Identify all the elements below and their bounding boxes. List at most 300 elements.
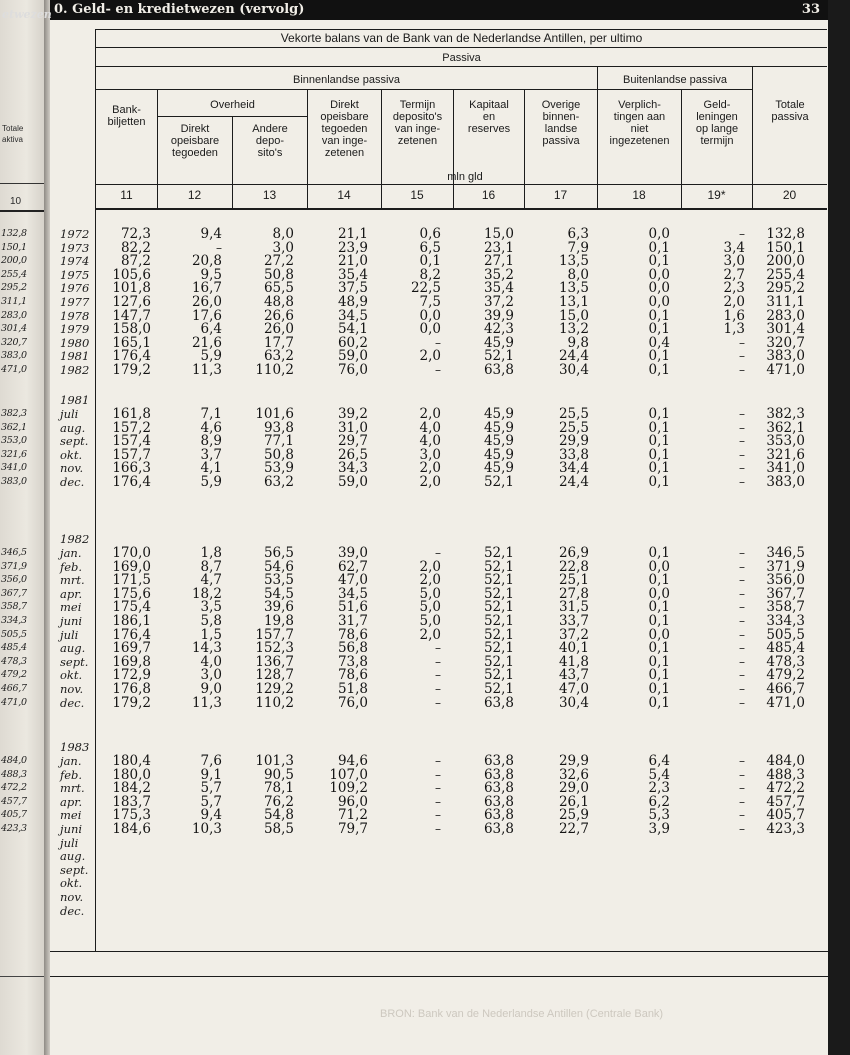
table-cell: – <box>739 447 745 462</box>
table-cell: 59,0 <box>337 474 368 490</box>
table-cell: – <box>739 546 745 560</box>
rule-section <box>95 89 752 90</box>
table-cell: 34,5 <box>337 585 368 602</box>
row-label: nov. <box>60 682 84 696</box>
row-label: aug. <box>60 849 86 864</box>
table-cell: 3,0 <box>200 667 222 684</box>
table-cell: 4,6 <box>200 419 222 436</box>
table-cell: 13,2 <box>558 321 589 338</box>
table-cell: 29,7 <box>337 433 368 450</box>
table-cell: 157,7 <box>255 626 294 643</box>
table-cell: 54,5 <box>263 585 294 602</box>
table-cell: 52,1 <box>483 348 514 365</box>
table-cell: 30,4 <box>558 362 589 378</box>
table-cell: 179,2 <box>112 362 151 378</box>
table-cell: – <box>435 781 441 796</box>
row-label: 1978 <box>60 308 90 323</box>
table-cell: 176,4 <box>112 474 151 490</box>
table-cell: 0,1 <box>648 348 670 365</box>
rule-unit <box>95 184 827 185</box>
column-number-14: 14 <box>337 188 351 202</box>
table-cell: 26,0 <box>191 294 222 310</box>
table-cell: 25,1 <box>558 572 589 589</box>
table-cell: 5,3 <box>648 807 670 824</box>
table-cell: 56,5 <box>263 545 294 561</box>
table-cell: – <box>435 363 441 377</box>
table-cell: 78,6 <box>337 667 368 684</box>
facing-total-value: 383,0 <box>1 476 27 487</box>
table-cell: 10,3 <box>191 821 222 837</box>
table-cell: 0,0 <box>648 626 670 643</box>
table-title: Vekorte balans van de Bank van de Nederlandse Antillen, per ultimo <box>280 31 643 45</box>
table-cell: 170,0 <box>112 545 151 561</box>
facing-total-value: 471,0 <box>1 696 27 708</box>
table-cell: 471,0 <box>766 362 805 378</box>
row-label: okt. <box>60 876 83 891</box>
facing-total-value: 320,7 <box>1 336 27 348</box>
table-cell: 0,1 <box>648 694 670 711</box>
table-cell: 2,0 <box>419 474 441 490</box>
table-cell: 358,7 <box>766 599 805 616</box>
table-cell: 9,5 <box>200 266 222 283</box>
table-cell: 2,0 <box>419 558 441 575</box>
table-cell: 25,9 <box>558 807 589 824</box>
table-cell: 353,0 <box>766 433 805 450</box>
table-cell: 0,0 <box>648 585 670 602</box>
row-label: 1977 <box>60 295 90 309</box>
table-cell: 169,7 <box>112 640 151 657</box>
block-year-label: 1983 <box>60 740 90 755</box>
page-number: 33 <box>801 2 820 17</box>
facing-total-value: 457,7 <box>1 795 27 807</box>
table-cell: 23,1 <box>483 239 514 256</box>
table-cell: 157,7 <box>112 446 151 463</box>
table-cell: 6,4 <box>200 321 222 338</box>
table-cell: 4,7 <box>200 572 222 589</box>
running-head-prefix: etwezen <box>2 8 52 21</box>
passiva-heading: Passiva <box>442 52 481 64</box>
table-cell: 52,1 <box>483 474 514 490</box>
table-cell: 63,8 <box>483 766 514 783</box>
facing-total-value: 334,3 <box>1 615 27 626</box>
rule-passiva <box>95 66 827 67</box>
table-cell: – <box>739 695 745 710</box>
table-cell: 5,7 <box>200 780 222 797</box>
table-cell: 51,8 <box>337 681 368 697</box>
table-cell: 31,0 <box>337 419 368 436</box>
table-cell: 127,6 <box>112 294 151 310</box>
table-cell: 150,1 <box>766 239 805 256</box>
table-cell: – <box>739 781 745 796</box>
table-cell: 1,3 <box>723 321 745 338</box>
table-cell: 0,1 <box>648 653 670 670</box>
table-cell: 0,1 <box>648 307 670 324</box>
table-cell: 6,2 <box>648 793 670 810</box>
table-cell: 6,4 <box>648 753 670 769</box>
table-cell: 72,3 <box>120 226 151 242</box>
row-label: nov. <box>60 461 84 476</box>
table-cell: 2,3 <box>723 280 745 297</box>
table-cell: 8,0 <box>567 266 589 283</box>
table-cell: 26,5 <box>337 446 368 463</box>
table-cell: 3,0 <box>272 239 294 256</box>
table-cell: 4,0 <box>419 419 441 436</box>
column-number-15: 15 <box>410 188 424 202</box>
facing-total-value: 371,9 <box>1 560 27 572</box>
facing-total-value: 423,3 <box>1 823 27 834</box>
facing-total-value: 301,4 <box>1 323 27 335</box>
table-cell: 2,0 <box>419 348 441 365</box>
table-cell: 52,1 <box>483 558 514 575</box>
table-cell: 2,0 <box>419 572 441 589</box>
table-cell: 15,0 <box>483 226 514 242</box>
table-cell: – <box>435 794 441 809</box>
table-cell: 31,7 <box>337 613 368 629</box>
table-cell: 334,3 <box>766 613 805 629</box>
overheid-heading: Overheid <box>210 99 255 111</box>
table-cell: 39,2 <box>337 406 368 422</box>
table-cell: – <box>739 822 745 836</box>
table-cell: 50,8 <box>263 266 294 283</box>
table-cell: – <box>739 349 745 364</box>
table-cell: 48,9 <box>337 294 368 310</box>
table-cell: 321,6 <box>766 446 805 463</box>
row-label: juli <box>60 407 79 421</box>
table-cell: 31,5 <box>558 599 589 616</box>
table-cell: 54,1 <box>337 321 368 338</box>
header-kapitaal-reserves: Kapitaal en reserves <box>467 99 511 135</box>
table-cell: 63,2 <box>263 348 294 365</box>
header-totale-passiva: Totale passiva <box>771 99 809 123</box>
table-cell: 63,8 <box>483 753 514 769</box>
table-cell: 33,8 <box>558 446 589 463</box>
table-cell: – <box>216 240 222 255</box>
table-cell: 169,0 <box>112 558 151 575</box>
table-cell: 54,8 <box>263 807 294 824</box>
table-cell: 21,0 <box>337 253 368 270</box>
row-label: juni <box>60 822 83 836</box>
table-cell: 7,1 <box>200 406 222 422</box>
table-cell: 63,8 <box>483 821 514 837</box>
table-cell: 382,3 <box>766 406 805 422</box>
buitenlandse-passiva-heading: Buitenlandse passiva <box>623 74 727 86</box>
table-cell: 3,7 <box>200 446 222 463</box>
table-cell: 0,1 <box>648 640 670 657</box>
table-cell: 320,7 <box>766 334 805 351</box>
table-cell: 19,8 <box>263 613 294 629</box>
source-note: BRON: Bank van de Nederlandse Antillen (Centrale Bank) <box>380 1008 664 1020</box>
table-cell: 51,6 <box>337 599 368 616</box>
table-cell: – <box>739 627 745 642</box>
row-label: mei <box>60 808 82 823</box>
table-cell: 22,8 <box>558 558 589 575</box>
table-cell: 0,1 <box>648 474 670 490</box>
table-cell: 4,0 <box>200 653 222 670</box>
table-cell: 5,9 <box>200 474 222 490</box>
table-cell: 2,0 <box>419 626 441 643</box>
table-cell: – <box>739 754 745 768</box>
table-cell: 0,1 <box>648 239 670 256</box>
table-cell: 56,8 <box>337 640 368 657</box>
table-cell: 32,6 <box>558 766 589 783</box>
table-cell: 50,8 <box>263 446 294 463</box>
table-cell: 1,6 <box>723 307 745 324</box>
table-cell: 26,9 <box>558 545 589 561</box>
table-cell: 52,1 <box>483 613 514 629</box>
table-cell: 186,1 <box>112 613 151 629</box>
table-cell: – <box>739 682 745 696</box>
table-cell: 105,6 <box>112 266 151 283</box>
table-cell: 176,8 <box>112 681 151 697</box>
table-cell: 4,0 <box>419 433 441 450</box>
table-cell: 472,2 <box>766 780 805 797</box>
table-cell: 73,8 <box>337 653 368 670</box>
table-cell: 63,8 <box>483 694 514 711</box>
table-cell: 0,4 <box>648 334 670 351</box>
table-cell: 109,2 <box>329 780 368 797</box>
row-label: 1982 <box>60 363 90 377</box>
table-cell: – <box>739 407 745 421</box>
header-bankbiljetten: Bank- biljetten <box>107 104 146 128</box>
table-cell: 0,1 <box>648 599 670 616</box>
row-label: mei <box>60 600 82 615</box>
block-year-label: 1981 <box>60 393 90 408</box>
table-cell: – <box>739 227 745 241</box>
table-cell: 37,5 <box>337 280 368 297</box>
table-cell: 52,1 <box>483 653 514 670</box>
table-cell: 0,0 <box>648 280 670 297</box>
table-cell: 175,6 <box>112 585 151 602</box>
table-cell: 311,1 <box>766 294 805 310</box>
binnenlandse-passiva-heading: Binnenlandse passiva <box>292 74 401 86</box>
table-cell: 8,9 <box>200 433 222 450</box>
row-label: mrt. <box>60 573 85 588</box>
table-cell: 255,4 <box>766 266 805 283</box>
table-cell: 157,2 <box>112 419 151 436</box>
table-cell: 63,2 <box>263 474 294 490</box>
table-cell: 6,3 <box>567 226 589 242</box>
table-cell: 6,5 <box>419 239 441 256</box>
table-cell: 356,0 <box>766 572 805 589</box>
table-cell: 157,4 <box>112 433 151 450</box>
row-label: sept. <box>60 862 89 877</box>
table-cell: 52,1 <box>483 599 514 616</box>
table-cell: – <box>435 546 441 560</box>
table-cell: 60,2 <box>337 334 368 351</box>
table-cell: – <box>739 641 745 656</box>
table-cell: 13,5 <box>558 280 589 297</box>
table-cell: 5,4 <box>648 766 670 783</box>
column-number-19: 19* <box>707 188 726 202</box>
table-cell: 14,3 <box>191 640 222 657</box>
facing-total-value: 471,0 <box>1 364 27 375</box>
table-cell: 152,3 <box>255 640 294 657</box>
table-cell: 0,1 <box>648 419 670 436</box>
table-cell: 4,1 <box>200 460 222 477</box>
table-cell: 7,5 <box>419 294 441 310</box>
table-cell: 110,2 <box>255 694 294 711</box>
table-cell: 27,2 <box>263 253 294 270</box>
table-cell: 65,5 <box>263 280 294 297</box>
facing-total-value: 358,7 <box>1 601 27 613</box>
table-cell: 0,1 <box>648 406 670 422</box>
table-cell: 34,4 <box>558 460 589 477</box>
table-cell: 34,5 <box>337 307 368 324</box>
table-cell: 7,9 <box>567 239 589 256</box>
row-label: apr. <box>60 586 83 601</box>
row-label: mrt. <box>60 781 85 796</box>
facing-total-value: 283,0 <box>1 309 27 321</box>
table-cell: 45,9 <box>483 446 514 463</box>
table-cell: 53,5 <box>263 572 294 589</box>
table-cell: 25,5 <box>558 406 589 422</box>
row-label: 1980 <box>60 335 90 350</box>
column-number-17: 17 <box>553 188 568 202</box>
row-label: 1979 <box>60 322 90 337</box>
table-cell: 87,2 <box>120 253 151 270</box>
table-cell: 0,1 <box>419 253 441 270</box>
facing-total-value: 485,4 <box>1 642 27 654</box>
header-verplichtingen: Verplich- tingen aan niet ingezetenen <box>609 99 670 147</box>
table-cell: 0,1 <box>648 613 670 629</box>
table-cell: 466,7 <box>766 681 805 697</box>
table-cell: 107,0 <box>329 766 368 783</box>
table-cell: 9,4 <box>200 226 222 242</box>
row-label: dec. <box>60 695 85 710</box>
table-cell: 8,2 <box>419 266 441 283</box>
row-label: dec. <box>60 903 85 918</box>
table-cell: 22,7 <box>558 821 589 837</box>
row-label: juli <box>60 627 79 642</box>
table-cell: – <box>739 794 745 809</box>
table-cell: 101,6 <box>255 406 294 422</box>
table-cell: 43,7 <box>558 667 589 684</box>
table-cell: 488,3 <box>766 766 805 783</box>
table-cell: 5,7 <box>200 793 222 810</box>
table-cell: 78,6 <box>337 626 368 643</box>
table-cell: 45,9 <box>483 406 514 422</box>
facing-total-value: 353,0 <box>1 435 27 447</box>
table-cell: 0,1 <box>648 681 670 697</box>
table-cell: 47,0 <box>558 681 589 697</box>
facing-total-value: 311,1 <box>1 296 27 307</box>
facing-total-value: 295,2 <box>1 282 27 294</box>
rule-header-bottom <box>95 208 827 210</box>
row-label: 1972 <box>60 227 90 241</box>
column-number-12: 12 <box>187 188 202 202</box>
table-cell: 2,0 <box>419 460 441 477</box>
table-cell: 90,5 <box>263 766 294 783</box>
rule-v-19 <box>752 66 753 184</box>
facing-total-value: 255,4 <box>1 268 27 280</box>
table-cell: 8,7 <box>200 558 222 575</box>
table-cell: – <box>739 475 745 489</box>
table-cell: 346,5 <box>766 545 805 561</box>
table-cell: 40,1 <box>558 640 589 657</box>
row-label: dec. <box>60 475 85 489</box>
column-number-16: 16 <box>481 188 496 202</box>
table-cell: 48,8 <box>263 294 294 310</box>
row-label: okt. <box>60 668 83 683</box>
table-cell: 15,0 <box>558 307 589 324</box>
table-cell: 63,8 <box>483 793 514 810</box>
table-cell: 22,5 <box>410 280 441 297</box>
facing-page-fragment <box>0 0 46 1055</box>
table-cell: 2,3 <box>648 780 670 797</box>
table-cell: 39,6 <box>263 599 294 616</box>
table-cell: 9,1 <box>200 766 222 783</box>
table-cell: – <box>739 767 745 782</box>
table-cell: 52,1 <box>483 640 514 657</box>
table-cell: 172,9 <box>112 667 151 684</box>
table-cell: 0,0 <box>648 226 670 242</box>
table-cell: 200,0 <box>766 253 805 270</box>
rule-top <box>95 29 827 30</box>
table-cell: 3,0 <box>723 253 745 270</box>
table-cell: 183,7 <box>112 793 151 810</box>
table-cell: 165,1 <box>112 334 151 351</box>
unit-label: mln gld <box>447 171 483 183</box>
table-cell: – <box>739 461 745 476</box>
table-cell: – <box>739 668 745 683</box>
table-cell: 2,0 <box>419 406 441 422</box>
table-cell: 371,9 <box>766 558 805 575</box>
table-cell: 0,1 <box>648 433 670 450</box>
table-cell: 76,2 <box>263 793 294 810</box>
table-cell: 176,4 <box>112 626 151 643</box>
table-cell: 30,4 <box>558 694 589 711</box>
header-termijn-deposito: Termijn deposito's van inge- zetenen <box>392 99 443 147</box>
table-cell: 2,7 <box>723 266 745 283</box>
row-label: feb. <box>60 767 83 782</box>
table-cell: 52,1 <box>483 545 514 561</box>
facing-total-value: 346,5 <box>1 547 27 558</box>
table-cell: 23,9 <box>337 239 368 256</box>
table-cell: 29,9 <box>558 753 589 769</box>
table-cell: 0,0 <box>648 266 670 283</box>
header-geldleningen: Geld- leningen op lange termijn <box>695 99 739 147</box>
table-cell: 77,1 <box>263 433 294 450</box>
table-cell: – <box>435 335 441 350</box>
table-cell: – <box>739 420 745 435</box>
table-cell: 76,0 <box>337 362 368 378</box>
table-cell: 54,6 <box>263 558 294 575</box>
block-year-label: 1982 <box>60 532 90 547</box>
table-cell: 367,7 <box>766 585 805 602</box>
table-cell: 101,8 <box>112 280 151 297</box>
facing-label-aktiva: aktiva <box>2 135 23 144</box>
table-cell: 5,0 <box>419 585 441 602</box>
row-label: aug. <box>60 420 86 435</box>
table-cell: 3,0 <box>419 446 441 463</box>
facing-total-value: 488,3 <box>1 768 27 780</box>
table-cell: 26,6 <box>263 307 294 324</box>
table-cell: 45,9 <box>483 460 514 477</box>
column-number-20: 20 <box>782 188 797 202</box>
table-cell: – <box>739 808 745 823</box>
facing-total-value: 321,6 <box>1 448 27 460</box>
facing-label-totale: Totale <box>2 124 24 133</box>
table-cell: 18,2 <box>191 585 222 602</box>
table-cell: 52,1 <box>483 681 514 697</box>
table-cell: 175,4 <box>112 599 151 616</box>
facing-total-value: 356,0 <box>1 574 27 586</box>
facing-total-value: 200,0 <box>1 255 27 267</box>
table-cell: 29,9 <box>558 433 589 450</box>
table-cell: 176,4 <box>112 348 151 365</box>
table-cell: 24,4 <box>558 348 589 365</box>
table-cell: 171,5 <box>112 572 151 589</box>
